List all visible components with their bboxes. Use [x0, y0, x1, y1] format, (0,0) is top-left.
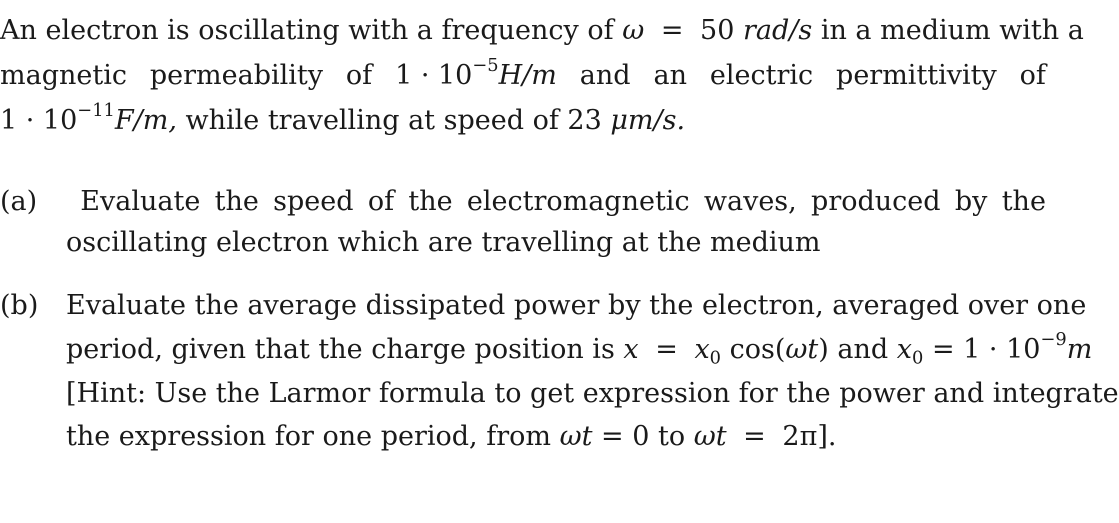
part-a-line-1 [0, 185, 1046, 219]
speed-unit: μm/s. [610, 105, 686, 136]
part-b-line-4 [66, 420, 836, 454]
word: magnetic [0, 60, 127, 91]
word: the [408, 186, 453, 217]
word: Evaluate [80, 186, 201, 217]
intro-text-3: while travelling at speed of 23 [185, 105, 602, 136]
omega-t: ωt [559, 421, 593, 452]
word: permeability [149, 60, 324, 91]
exponent: −5 [472, 55, 499, 77]
intro-line-3 [0, 100, 686, 138]
word: by [954, 186, 988, 217]
word: of [1019, 60, 1046, 91]
lower-limit: = 0 to [601, 421, 686, 452]
word: of [367, 186, 395, 217]
word: electric [709, 60, 814, 91]
position-variable: x [623, 334, 639, 365]
word: the [214, 186, 259, 217]
word: of [345, 60, 373, 91]
part-a-label: (a) [0, 186, 38, 217]
subscript: 0 [709, 347, 722, 369]
omega-t: ωt [693, 421, 727, 452]
equals-sign: = [660, 15, 684, 46]
frequency-unit: rad/s [742, 15, 813, 46]
intro-line-2 [0, 55, 1046, 93]
exponent: −11 [77, 100, 115, 122]
word: waves, [703, 186, 797, 217]
part-b-line-1 [0, 289, 1087, 323]
unit: m [1066, 334, 1093, 365]
equals-sign: = [743, 421, 766, 452]
exponent: −9 [1040, 329, 1067, 351]
frequency-value: 50 [700, 15, 735, 46]
cos-expression [730, 334, 829, 365]
permittivity-value [0, 100, 177, 136]
intro-line-1 [0, 14, 1084, 48]
amplitude-symbol: x [694, 334, 710, 365]
permeability-value [395, 55, 557, 93]
part-b-line-3: [Hint: Use the Larmor formula to get expression for the power and integrate [66, 378, 1119, 409]
intro-text-1: An electron is oscillating with a frequency of [0, 15, 614, 46]
amplitude-value: = 1 · 10 [931, 334, 1041, 365]
intro-tail-1: in a medium with a [820, 15, 1084, 46]
unit: F/m, [114, 105, 177, 136]
part-b-label: (b) [0, 290, 39, 321]
word: and [837, 334, 889, 365]
word: and [579, 60, 631, 91]
part-b-text-4: the expression for one period, from [66, 421, 551, 452]
closing-bracket: ]. [817, 421, 837, 452]
omega-t: ωt [785, 334, 819, 365]
word: the [1001, 186, 1046, 217]
part-b-text-1: Evaluate the average dissipated power by the electron, averaged over one [66, 290, 1087, 321]
mantissa: 1 · 10 [395, 60, 473, 91]
omega-symbol: ω [622, 15, 645, 46]
unit: H/m [498, 60, 557, 91]
word: produced [811, 186, 941, 217]
word: electromagnetic [466, 186, 690, 217]
word: an [653, 60, 687, 91]
word: permittivity [836, 60, 997, 91]
part-b-line-2 [66, 329, 1093, 369]
mantissa: 1 · 10 [0, 105, 78, 136]
equals-sign: = [655, 334, 678, 365]
part-b-text-2: period, given that the charge position is [66, 334, 615, 365]
part-a-line-2: oscillating electron which are travelling at the medium [66, 227, 821, 258]
paren: ) [818, 334, 829, 365]
word: speed [273, 186, 354, 217]
subscript: 0 [912, 347, 924, 369]
upper-limit: 2π [782, 421, 818, 452]
cos-func: cos( [729, 334, 786, 365]
amplitude-symbol: x [896, 334, 913, 365]
